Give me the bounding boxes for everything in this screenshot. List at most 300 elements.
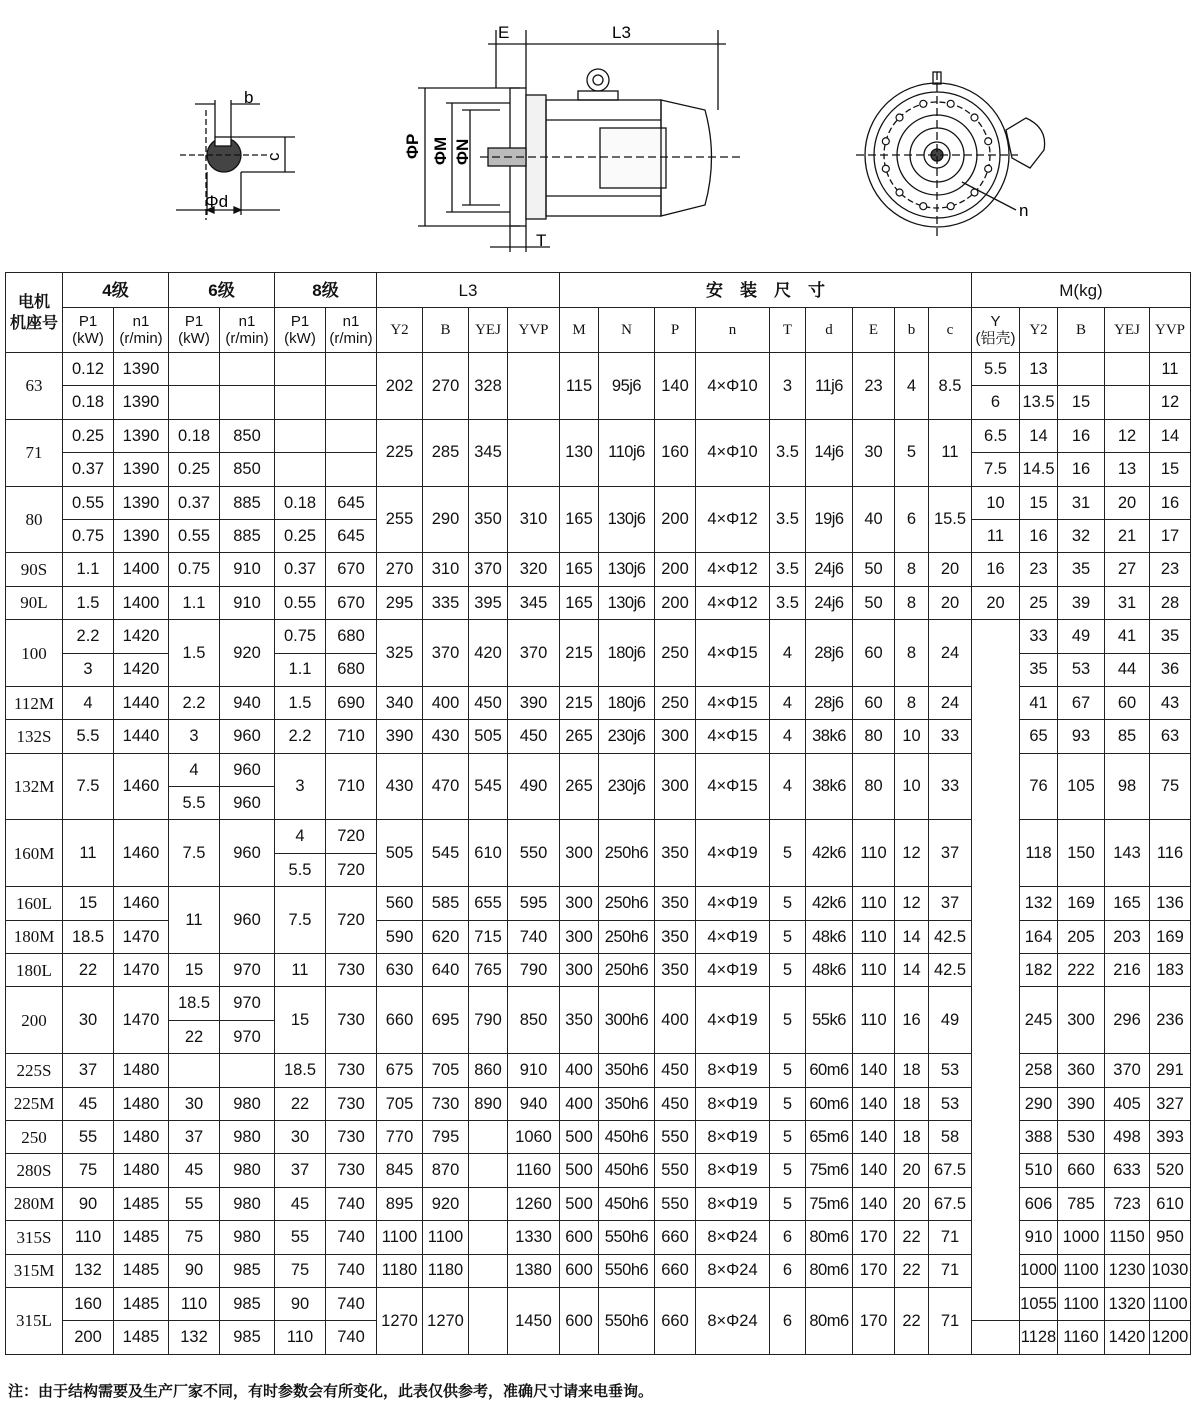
mass-cell: 43 [1150, 686, 1191, 719]
p1-6pole-cell: 90 [169, 1254, 220, 1287]
l3-cell: 350 [469, 486, 508, 553]
install-cell: 250h6 [599, 820, 655, 887]
n1-8pole-cell: 645 [326, 519, 377, 552]
install-cell: 600 [560, 1287, 599, 1354]
n1-8pole-cell [326, 353, 377, 386]
l3-cell: 705 [423, 1054, 469, 1087]
mass-y-cell [972, 1321, 1020, 1354]
n1-6pole-cell: 850 [220, 453, 275, 486]
p1-8pole-cell: 0.75 [275, 620, 326, 653]
p1-8pole-cell: 5.5 [275, 853, 326, 886]
l3-cell: 940 [508, 1087, 560, 1120]
header-inst-b: b [895, 308, 929, 353]
install-cell: 4×Φ12 [696, 586, 770, 619]
shaft-c-label: c [264, 152, 283, 161]
l3-cell: 850 [508, 987, 560, 1054]
header-mass: M(kg) [972, 273, 1191, 308]
install-cell: 265 [560, 753, 599, 820]
p1-8pole-cell: 0.55 [275, 586, 326, 619]
l3-cell: 550 [508, 820, 560, 887]
mass-cell: 405 [1105, 1087, 1150, 1120]
l3-cell: 795 [423, 1120, 469, 1153]
header-l3-b: B [423, 308, 469, 353]
install-cell: 200 [655, 553, 696, 586]
n1-8pole-cell: 710 [326, 753, 377, 820]
header-inst-holes: n [696, 308, 770, 353]
n1-8pole-cell: 730 [326, 1120, 377, 1153]
l3-cell: 310 [423, 553, 469, 586]
mass-cell: 370 [1105, 1054, 1150, 1087]
p1-4pole-cell: 2.2 [63, 620, 114, 653]
n1-4pole-cell: 1485 [114, 1287, 169, 1320]
header-inst-m: M [560, 308, 599, 353]
l3-cell: 895 [377, 1187, 423, 1220]
mass-cell: 1320 [1105, 1287, 1150, 1320]
install-cell: 165 [560, 586, 599, 619]
install-cell: 3 [770, 353, 806, 420]
p1-8pole-cell: 3 [275, 753, 326, 820]
mass-cell: 1100 [1058, 1287, 1105, 1320]
n1-4pole-cell: 1470 [114, 987, 169, 1054]
l3-cell: 1330 [508, 1221, 560, 1254]
p1-4pole-cell: 55 [63, 1120, 114, 1153]
install-cell: 10 [895, 753, 929, 820]
install-cell: 300h6 [599, 987, 655, 1054]
frame-cell: 225M [6, 1087, 63, 1120]
install-cell: 250h6 [599, 887, 655, 920]
p1-4pole-cell: 90 [63, 1187, 114, 1220]
spec-table-body [6, 353, 1191, 1355]
install-cell: 4×Φ12 [696, 553, 770, 586]
p1-8pole-cell [275, 386, 326, 419]
install-cell: 660 [655, 1221, 696, 1254]
n1-4pole-cell: 1440 [114, 720, 169, 753]
install-cell: 80m6 [806, 1254, 853, 1287]
l3-cell [508, 419, 560, 486]
mass-cell: 41 [1020, 686, 1058, 719]
install-cell: 4 [770, 686, 806, 719]
l3-cell: 790 [469, 987, 508, 1054]
p1-6pole-cell: 0.75 [169, 553, 220, 586]
install-cell: 450h6 [599, 1120, 655, 1153]
mass-cell: 35 [1150, 620, 1191, 653]
n1-4pole-cell: 1480 [114, 1087, 169, 1120]
install-cell: 5 [770, 1120, 806, 1153]
mass-cell: 169 [1150, 920, 1191, 953]
p1-6pole-cell: 0.37 [169, 486, 220, 519]
p1-8pole-cell: 4 [275, 820, 326, 853]
l3-cell: 420 [469, 620, 508, 687]
mass-cell: 1150 [1105, 1221, 1150, 1254]
header-inst-e: E [853, 308, 895, 353]
install-cell: 5 [770, 1154, 806, 1187]
p1-4pole-cell: 0.75 [63, 519, 114, 552]
bolt-hole [985, 165, 992, 172]
side-L3-label: L3 [612, 23, 631, 42]
p1-6pole-cell: 45 [169, 1154, 220, 1187]
install-cell: 24j6 [806, 553, 853, 586]
mass-cell: 16 [1150, 486, 1191, 519]
p1-6pole-cell: 18.5 [169, 987, 220, 1020]
mass-y-cell: 10 [972, 486, 1020, 519]
mass-cell: 35 [1058, 553, 1105, 586]
install-cell: 140 [853, 1187, 895, 1220]
install-cell: 22 [895, 1287, 929, 1354]
n1-8pole-cell: 730 [326, 987, 377, 1054]
p1-8pole-cell: 18.5 [275, 1054, 326, 1087]
side-T-label: T [536, 231, 547, 250]
install-cell: 6 [895, 486, 929, 553]
n1-8pole-cell: 730 [326, 1154, 377, 1187]
mass-cell: 32 [1058, 519, 1105, 552]
l3-cell: 640 [423, 954, 469, 987]
table-row [6, 486, 1191, 519]
l3-cell: 390 [508, 686, 560, 719]
header-n1-6: n1 (r/min) [220, 308, 275, 353]
mass-cell: 236 [1150, 987, 1191, 1054]
install-cell: 4×Φ10 [696, 419, 770, 486]
frame-cell: 315M [6, 1254, 63, 1287]
l3-cell: 450 [508, 720, 560, 753]
p1-8pole-cell: 0.25 [275, 519, 326, 552]
mass-cell: 16 [1020, 519, 1058, 552]
l3-cell: 470 [423, 753, 469, 820]
mass-cell: 660 [1058, 1154, 1105, 1187]
mass-cell: 360 [1058, 1054, 1105, 1087]
mass-cell: 390 [1058, 1087, 1105, 1120]
n1-4pole-cell: 1460 [114, 887, 169, 920]
install-cell: 450h6 [599, 1154, 655, 1187]
install-cell: 60m6 [806, 1054, 853, 1087]
mass-cell: 165 [1105, 887, 1150, 920]
p1-6pole-cell [169, 1054, 220, 1087]
p1-8pole-cell: 15 [275, 987, 326, 1054]
mass-cell: 27 [1105, 553, 1150, 586]
n1-6pole-cell: 910 [220, 586, 275, 619]
p1-4pole-cell: 45 [63, 1087, 114, 1120]
mass-cell: 530 [1058, 1120, 1105, 1153]
n1-6pole-cell: 885 [220, 486, 275, 519]
p1-4pole-cell: 11 [63, 820, 114, 887]
n1-8pole-cell [326, 419, 377, 452]
mass-cell: 606 [1020, 1187, 1058, 1220]
install-cell: 170 [853, 1287, 895, 1354]
install-cell: 22 [895, 1221, 929, 1254]
p1-6pole-cell [169, 386, 220, 419]
header-n1-4: n1 (r/min) [114, 308, 169, 353]
l3-cell: 1180 [377, 1254, 423, 1287]
mass-cell: 1128 [1020, 1321, 1058, 1354]
install-cell: 5 [770, 820, 806, 887]
l3-cell: 370 [423, 620, 469, 687]
n1-8pole-cell: 710 [326, 720, 377, 753]
n1-4pole-cell: 1460 [114, 820, 169, 887]
frame-cell: 315L [6, 1287, 63, 1354]
p1-8pole-cell: 1.1 [275, 653, 326, 686]
install-cell: 24 [929, 620, 972, 687]
l3-cell: 430 [423, 720, 469, 753]
p1-6pole-cell: 110 [169, 1287, 220, 1320]
header-p1-6: P1 (kW) [169, 308, 220, 353]
install-cell: 110 [853, 820, 895, 887]
shaft-b-label: b [244, 88, 254, 107]
install-cell: 450 [655, 1054, 696, 1087]
install-cell: 170 [853, 1221, 895, 1254]
install-cell: 28j6 [806, 686, 853, 719]
p1-4pole-cell: 1.1 [63, 553, 114, 586]
n1-8pole-cell [326, 386, 377, 419]
mass-cell: 41 [1105, 620, 1150, 653]
frame-cell: 132S [6, 720, 63, 753]
frame-cell: 132M [6, 753, 63, 820]
header-l3-yvp: YVP [508, 308, 560, 353]
motor-spec-table [5, 272, 1191, 1355]
n1-6pole-cell: 920 [220, 620, 275, 687]
install-cell: 6 [770, 1287, 806, 1354]
p1-4pole-cell: 3 [63, 653, 114, 686]
install-cell: 200 [655, 486, 696, 553]
mass-y-cell: 20 [972, 586, 1020, 619]
install-cell: 5 [770, 954, 806, 987]
p1-4pole-cell: 160 [63, 1287, 114, 1320]
install-cell: 110j6 [599, 419, 655, 486]
l3-cell [469, 1254, 508, 1287]
install-cell: 38k6 [806, 753, 853, 820]
mass-y-cell: 16 [972, 553, 1020, 586]
bolt-hole [920, 100, 927, 107]
l3-cell: 320 [508, 553, 560, 586]
mass-cell: 12 [1105, 419, 1150, 452]
n1-4pole-cell: 1460 [114, 753, 169, 820]
mass-cell: 15 [1150, 453, 1191, 486]
install-cell: 500 [560, 1187, 599, 1220]
install-cell: 300 [560, 920, 599, 953]
p1-6pole-cell: 132 [169, 1321, 220, 1354]
header-pole4: 4级 [63, 273, 169, 308]
install-cell: 350 [655, 954, 696, 987]
mass-cell: 1055 [1020, 1287, 1058, 1320]
mass-cell: 216 [1105, 954, 1150, 987]
mass-cell: 327 [1150, 1087, 1191, 1120]
mass-y-cell: 7.5 [972, 453, 1020, 486]
bolt-hole [985, 138, 992, 145]
n1-6pole-cell: 980 [220, 1221, 275, 1254]
l3-cell: 675 [377, 1054, 423, 1087]
n1-4pole-cell: 1390 [114, 486, 169, 519]
install-cell: 15.5 [929, 486, 972, 553]
n1-4pole-cell: 1485 [114, 1221, 169, 1254]
l3-cell: 660 [377, 987, 423, 1054]
l3-cell: 505 [377, 820, 423, 887]
l3-cell: 890 [469, 1087, 508, 1120]
install-cell: 60 [853, 620, 895, 687]
n1-6pole-cell: 960 [220, 787, 275, 820]
install-cell: 3.5 [770, 419, 806, 486]
mass-cell: 44 [1105, 653, 1150, 686]
l3-cell: 328 [469, 353, 508, 420]
install-cell: 58 [929, 1120, 972, 1153]
header-n1-8: n1 (r/min) [326, 308, 377, 353]
p1-6pole-cell: 22 [169, 1020, 220, 1053]
mass-cell: 75 [1150, 753, 1191, 820]
mass-cell: 33 [1020, 620, 1058, 653]
n1-8pole-cell [326, 453, 377, 486]
mass-cell: 11 [1150, 353, 1191, 386]
mass-y-cell: 6.5 [972, 419, 1020, 452]
n1-8pole-cell: 720 [326, 820, 377, 853]
mass-cell: 1420 [1105, 1321, 1150, 1354]
mass-cell: 1230 [1105, 1254, 1150, 1287]
mass-cell: 63 [1150, 720, 1191, 753]
install-cell: 5 [770, 920, 806, 953]
mass-cell: 610 [1150, 1187, 1191, 1220]
p1-8pole-cell: 90 [275, 1287, 326, 1320]
p1-6pole-cell: 55 [169, 1187, 220, 1220]
frame-cell: 90L [6, 586, 63, 619]
n1-4pole-cell: 1485 [114, 1187, 169, 1220]
l3-cell: 1100 [423, 1221, 469, 1254]
header-inst-c: c [929, 308, 972, 353]
bolt-hole [896, 189, 903, 196]
mass-cell: 164 [1020, 920, 1058, 953]
bolt-hole [947, 100, 954, 107]
install-cell: 8 [895, 620, 929, 687]
install-cell: 4×Φ19 [696, 820, 770, 887]
mass-y-cell: 11 [972, 519, 1020, 552]
n1-4pole-cell: 1485 [114, 1321, 169, 1354]
install-cell: 37 [929, 887, 972, 920]
n1-8pole-cell: 740 [326, 1221, 377, 1254]
install-cell: 37 [929, 820, 972, 887]
n1-4pole-cell: 1390 [114, 419, 169, 452]
n1-6pole-cell: 980 [220, 1087, 275, 1120]
p1-8pole-cell: 1.5 [275, 686, 326, 719]
mass-y-cell [972, 620, 1020, 1321]
n1-6pole-cell: 910 [220, 553, 275, 586]
l3-cell: 490 [508, 753, 560, 820]
table-row [6, 419, 1191, 452]
install-cell: 180j6 [599, 620, 655, 687]
p1-4pole-cell: 37 [63, 1054, 114, 1087]
install-cell: 200 [655, 586, 696, 619]
mass-cell: 520 [1150, 1154, 1191, 1187]
install-cell: 67.5 [929, 1187, 972, 1220]
table-row [6, 620, 1191, 653]
install-cell: 8 [895, 686, 929, 719]
install-cell: 600 [560, 1221, 599, 1254]
frame-cell: 80 [6, 486, 63, 553]
install-cell: 65m6 [806, 1120, 853, 1153]
mass-cell: 498 [1105, 1120, 1150, 1153]
header-mass-yej: YEJ [1105, 308, 1150, 353]
mass-cell: 76 [1020, 753, 1058, 820]
n1-8pole-cell: 730 [326, 954, 377, 987]
install-cell: 550 [655, 1154, 696, 1187]
install-cell: 110 [853, 987, 895, 1054]
l3-cell [469, 1187, 508, 1220]
mass-cell: 17 [1150, 519, 1191, 552]
mass-cell: 60 [1105, 686, 1150, 719]
p1-8pole-cell: 75 [275, 1254, 326, 1287]
n1-4pole-cell: 1480 [114, 1120, 169, 1153]
mass-cell: 118 [1020, 820, 1058, 887]
frame-cell: 180M [6, 920, 63, 953]
p1-6pole-cell [169, 353, 220, 386]
header-l3: L3 [377, 273, 560, 308]
side-N-label: ΦN [453, 138, 472, 165]
front-n-label: n [1019, 201, 1029, 220]
install-cell: 60m6 [806, 1087, 853, 1120]
mass-cell: 49 [1058, 620, 1105, 653]
install-cell: 6 [770, 1221, 806, 1254]
mass-cell: 393 [1150, 1120, 1191, 1153]
install-cell: 42k6 [806, 887, 853, 920]
l3-cell: 765 [469, 954, 508, 987]
mass-cell: 12 [1150, 386, 1191, 419]
install-cell: 33 [929, 753, 972, 820]
n1-4pole-cell: 1400 [114, 553, 169, 586]
mass-cell: 785 [1058, 1187, 1105, 1220]
mass-cell: 1100 [1058, 1254, 1105, 1287]
table-row [6, 586, 1191, 619]
l3-cell: 740 [508, 920, 560, 953]
install-cell: 450h6 [599, 1187, 655, 1220]
l3-cell: 450 [469, 686, 508, 719]
install-cell: 550h6 [599, 1287, 655, 1354]
mass-cell: 222 [1058, 954, 1105, 987]
l3-cell: 310 [508, 486, 560, 553]
mass-cell: 85 [1105, 720, 1150, 753]
header-inst-n-dia: N [599, 308, 655, 353]
n1-6pole-cell: 985 [220, 1321, 275, 1354]
mass-cell: 182 [1020, 954, 1058, 987]
install-cell: 350h6 [599, 1054, 655, 1087]
n1-8pole-cell: 680 [326, 653, 377, 686]
install-cell: 20 [929, 586, 972, 619]
l3-cell: 1060 [508, 1120, 560, 1153]
mass-cell: 143 [1105, 820, 1150, 887]
p1-4pole-cell: 0.18 [63, 386, 114, 419]
install-cell: 48k6 [806, 954, 853, 987]
install-cell: 24j6 [806, 586, 853, 619]
mass-cell: 290 [1020, 1087, 1058, 1120]
l3-cell: 545 [423, 820, 469, 887]
install-cell: 300 [560, 820, 599, 887]
install-cell: 5 [895, 419, 929, 486]
install-cell: 71 [929, 1254, 972, 1287]
install-cell: 14 [895, 920, 929, 953]
n1-4pole-cell: 1390 [114, 386, 169, 419]
install-cell: 140 [853, 1120, 895, 1153]
install-cell: 18 [895, 1120, 929, 1153]
l3-cell: 1450 [508, 1287, 560, 1354]
dimension-drawings [0, 0, 1200, 268]
install-cell: 16 [895, 987, 929, 1054]
mass-cell: 15 [1020, 486, 1058, 519]
l3-cell: 695 [423, 987, 469, 1054]
n1-6pole-cell: 850 [220, 419, 275, 452]
mass-cell: 21 [1105, 519, 1150, 552]
bolt-hole [971, 189, 978, 196]
frame-cell: 90S [6, 553, 63, 586]
install-cell: 20 [895, 1154, 929, 1187]
header-l3-y2: Y2 [377, 308, 423, 353]
install-cell: 5 [770, 887, 806, 920]
mass-cell: 25 [1020, 586, 1058, 619]
frame-cell: 315S [6, 1221, 63, 1254]
p1-8pole-cell [275, 453, 326, 486]
install-cell: 140 [853, 1154, 895, 1187]
